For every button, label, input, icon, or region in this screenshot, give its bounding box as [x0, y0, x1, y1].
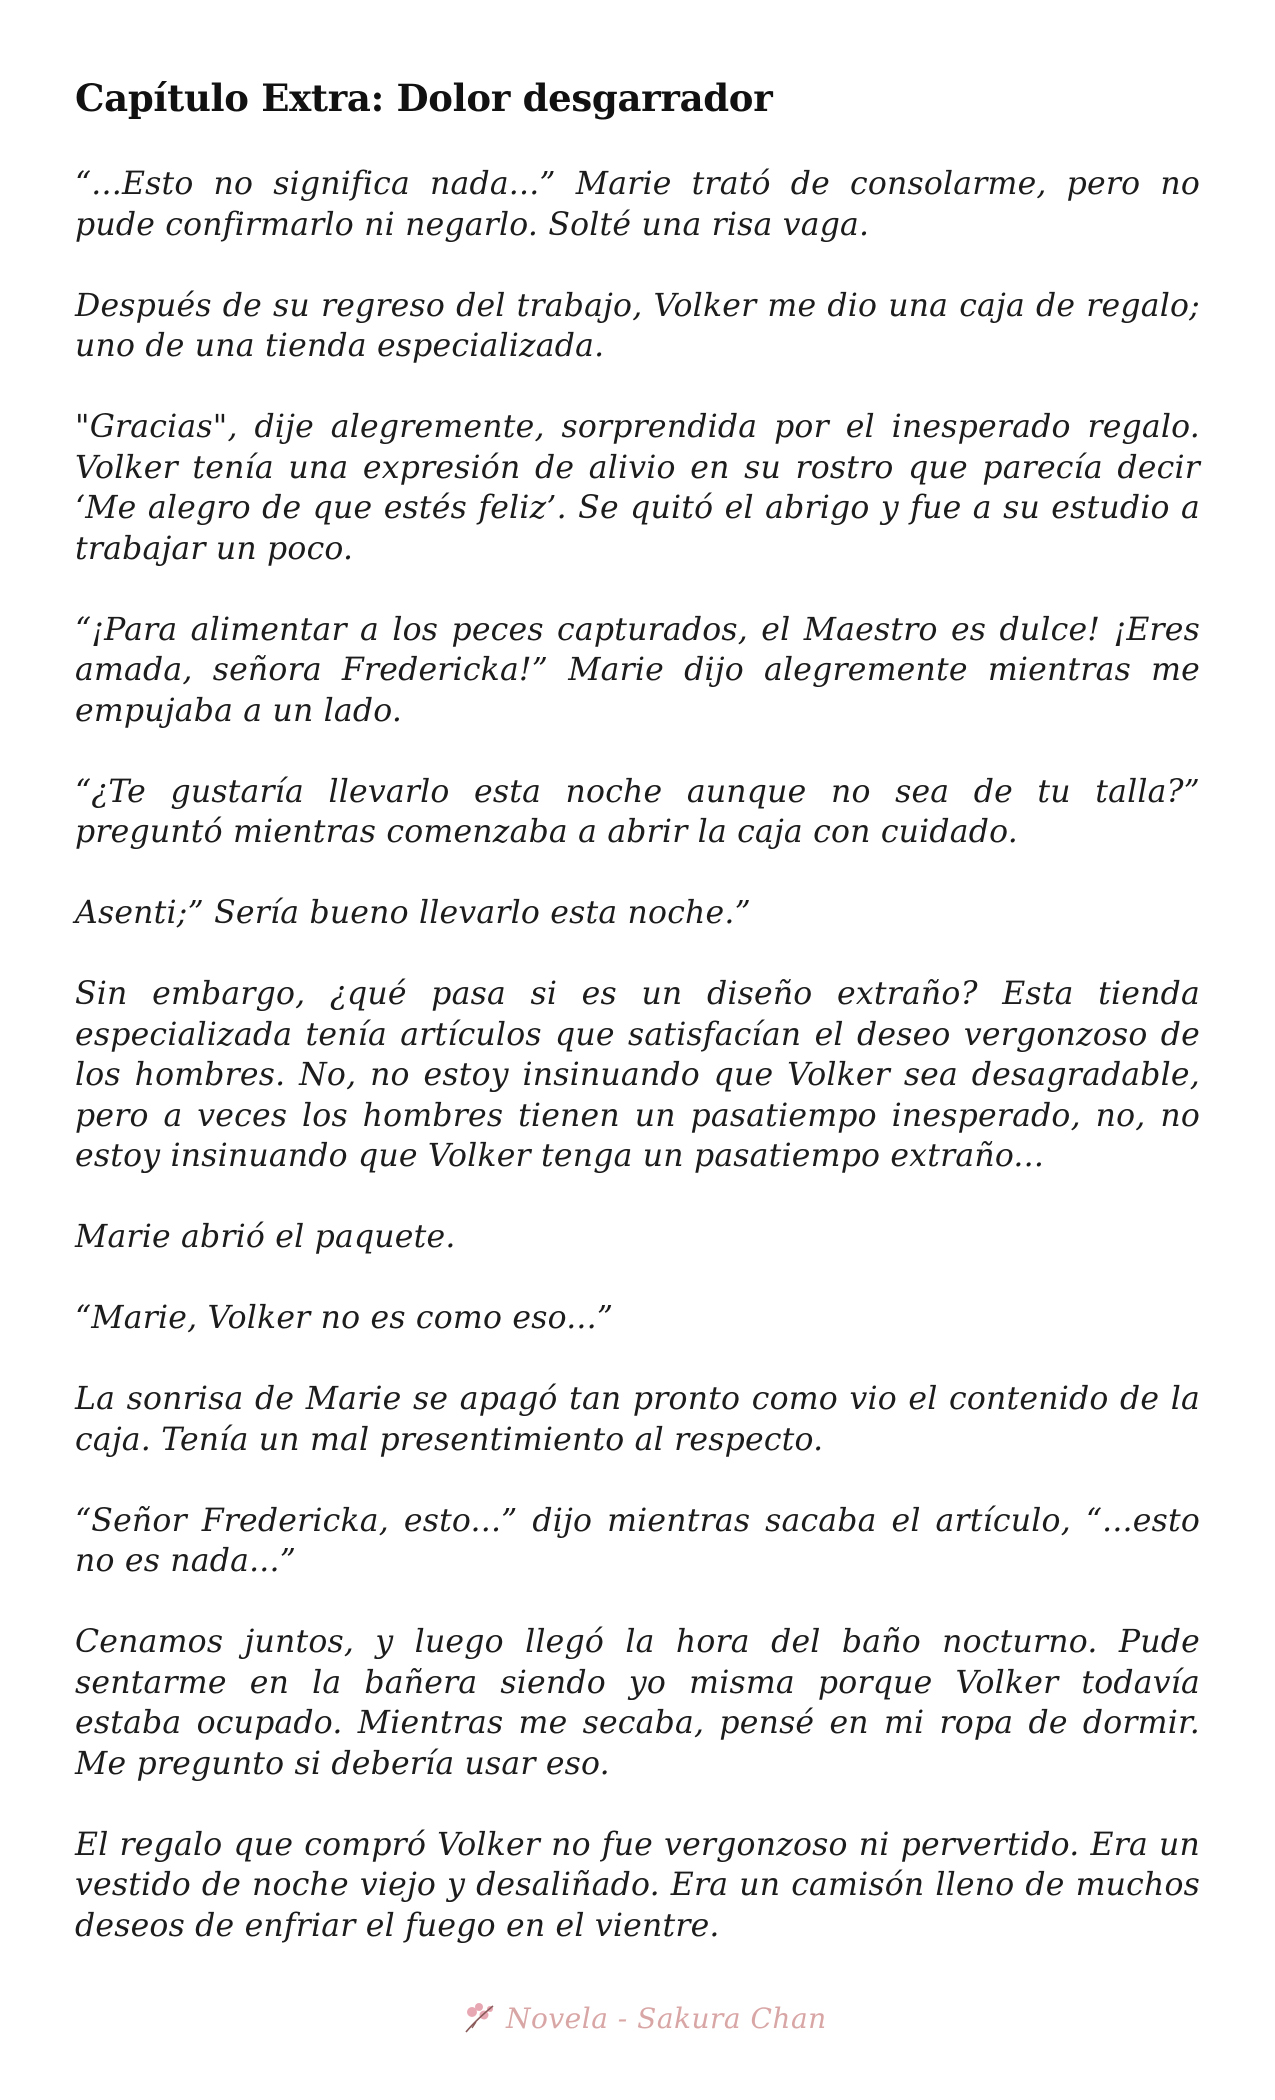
paragraph: “Señor Fredericka, esto...” dijo mientras sacaba el artículo, “...esto no es nada...”	[75, 1502, 1200, 1579]
paragraph: El regalo que compró Volker no fue vergonzoso ni pervertido. Era un vestido de noche viejo y desaliñado. Era un camisón lleno de muchos deseos de enfriar el fuego en el vientre.	[75, 1826, 1200, 1944]
chapter-title: Capítulo Extra: Dolor desgarrador	[75, 76, 773, 120]
paragraph: Después de su regreso del trabajo, Volker me dio una caja de regalo; uno de una tienda especializada.	[75, 287, 1200, 364]
paragraph: “¡Para alimentar a los peces capturados, el Maestro es dulce! ¡Eres amada, señora Fredericka!” Marie dijo alegremente mientras me empujaba a un lado.	[75, 611, 1200, 729]
sakura-blossom-icon	[460, 1998, 500, 2038]
paragraph: “¿Te gustaría llevarlo esta noche aunque no sea de tu talla?” preguntó mientras comenzaba a abrir la caja con cuidado.	[75, 773, 1200, 850]
paragraph: “Marie, Volker no es como eso...”	[75, 1300, 614, 1336]
paragraph: Marie abrió el paquete.	[75, 1219, 456, 1255]
paragraph: "Gracias", dije alegremente, sorprendida por el inesperado regalo. Volker tenía una expresión de alivio en su rostro que parecía decir ‘Me alegro de que estés feliz’. Se quitó el abrigo y fue a su estudio a trabajar un poco.	[75, 409, 1200, 567]
paragraph: Asenti;” Sería bueno llevarlo esta noche.”	[75, 895, 751, 931]
watermark-text: Novela - Sakura Chan	[506, 2001, 827, 2035]
paragraph: “...Esto no significa nada...” Marie trató de consolarme, pero no pude confirmarlo ni negarlo. Solté una risa vaga.	[75, 166, 1200, 243]
paragraph: Sin embargo, ¿qué pasa si es un diseño extraño? Esta tienda especializada tenía artículos que satisfacían el deseo vergonzoso de los hombres. No, no estoy insinuando que Volker sea desagradable, pero a veces los hombres tienen un pasatiempo inesperado, no, no estoy insinuando que Volker tenga un pasatiempo extraño...	[75, 976, 1200, 1174]
paragraph: Cenamos juntos, y luego llegó la hora del baño nocturno. Pude sentarme en la bañera siendo yo misma porque Volker todavía estaba ocupado. Mientras me secaba, pensé en mi ropa de dormir. Me pregunto si debería usar eso.	[75, 1624, 1200, 1782]
watermark	[460, 1988, 827, 2048]
paragraph: La sonrisa de Marie se apagó tan pronto como vio el contenido de la caja. Tenía un mal presentimiento al respecto.	[75, 1381, 1200, 1458]
